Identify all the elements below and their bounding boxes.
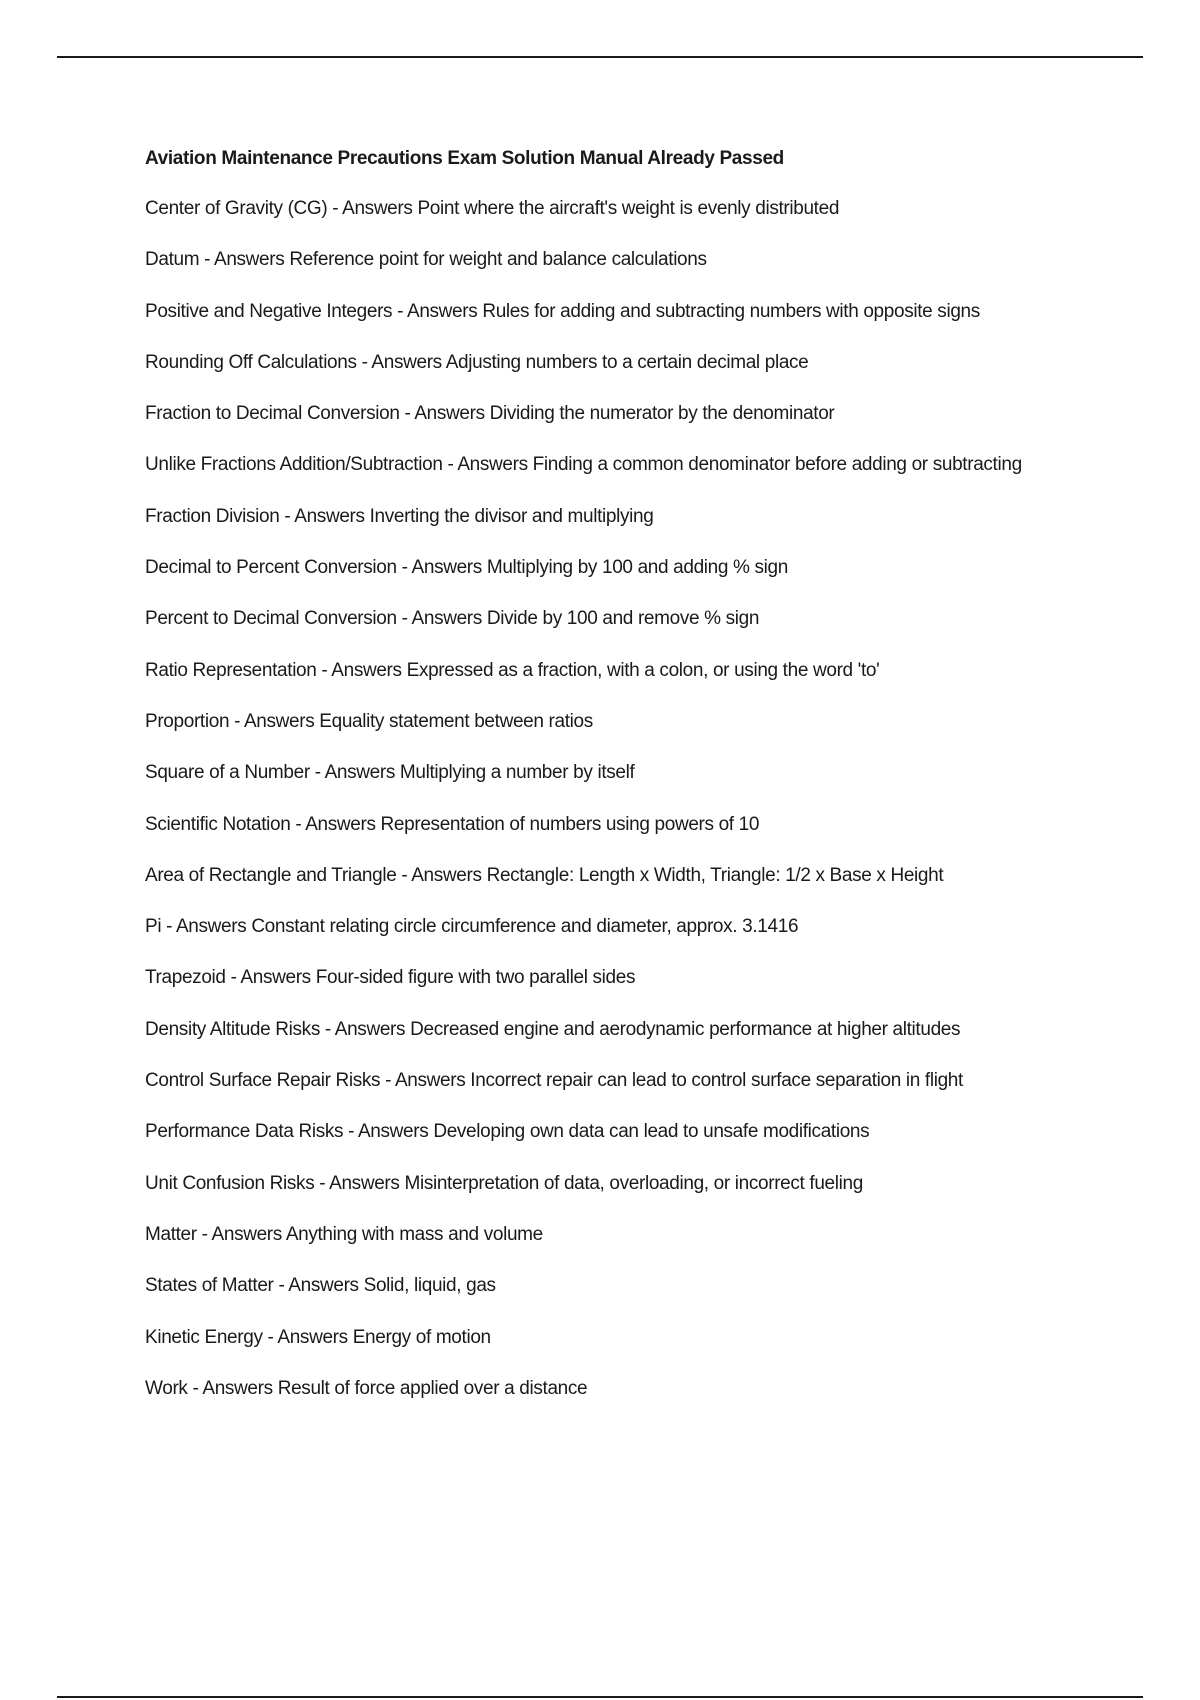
qa-entry: Area of Rectangle and Triangle - Answers Rectangle: Length x Width, Triangle: 1/2 x Base x Height <box>145 864 944 886</box>
qa-entry: States of Matter - Answers Solid, liquid, gas <box>145 1275 496 1297</box>
qa-entry: Matter - Answers Anything with mass and volume <box>145 1223 543 1245</box>
qa-entry: Pi - Answers Constant relating circle circumference and diameter, approx. 3.1416 <box>145 916 799 938</box>
document-title: Aviation Maintenance Precautions Exam Solution Manual Already Passed <box>145 148 784 169</box>
qa-entry: Datum - Answers Reference point for weight and balance calculations <box>145 249 707 271</box>
qa-entry: Proportion - Answers Equality statement between ratios <box>145 710 593 732</box>
qa-entry: Work - Answers Result of force applied over a distance <box>145 1377 588 1399</box>
qa-list <box>145 194 1085 1404</box>
qa-entry: Kinetic Energy - Answers Energy of motion <box>145 1326 491 1348</box>
qa-entry: Center of Gravity (CG) - Answers Point where the aircraft's weight is evenly distributed <box>145 198 840 219</box>
qa-entry: Control Surface Repair Risks - Answers Incorrect repair can lead to control surface separation in flight <box>145 1070 963 1092</box>
qa-entry: Scientific Notation - Answers Representation of numbers using powers of 10 <box>145 813 760 835</box>
qa-entry: Trapezoid - Answers Four-sided figure with two parallel sides <box>145 967 636 989</box>
qa-entry: Unit Confusion Risks - Answers Misinterpretation of data, overloading, or incorrect fueling <box>145 1172 863 1194</box>
qa-entry: Ratio Representation - Answers Expressed as a fraction, with a colon, or using the word 'to' <box>145 659 880 681</box>
qa-entry: Unlike Fractions Addition/Subtraction - Answers Finding a common denominator before adding or subtracting <box>145 454 1022 476</box>
document-body <box>145 146 1085 1425</box>
qa-entry: Density Altitude Risks - Answers Decreased engine and aerodynamic performance at higher altitudes <box>145 1018 961 1040</box>
qa-entry: Fraction Division - Answers Inverting the divisor and multiplying <box>145 505 654 527</box>
qa-entry: Performance Data Risks - Answers Developing own data can lead to unsafe modifications <box>145 1121 870 1143</box>
qa-entry: Square of a Number - Answers Multiplying a number by itself <box>145 762 635 784</box>
qa-entry: Positive and Negative Integers - Answers Rules for adding and subtracting numbers with opposite signs <box>145 300 980 322</box>
footer-rule <box>57 1696 1143 1698</box>
qa-entry: Rounding Off Calculations - Answers Adjusting numbers to a certain decimal place <box>145 351 809 373</box>
qa-entry: Decimal to Percent Conversion - Answers Multiplying by 100 and adding % sign <box>145 557 788 579</box>
header-rule <box>57 56 1143 58</box>
qa-entry: Percent to Decimal Conversion - Answers Divide by 100 and remove % sign <box>145 608 760 630</box>
qa-entry: Fraction to Decimal Conversion - Answers Dividing the numerator by the denominator <box>145 403 835 425</box>
